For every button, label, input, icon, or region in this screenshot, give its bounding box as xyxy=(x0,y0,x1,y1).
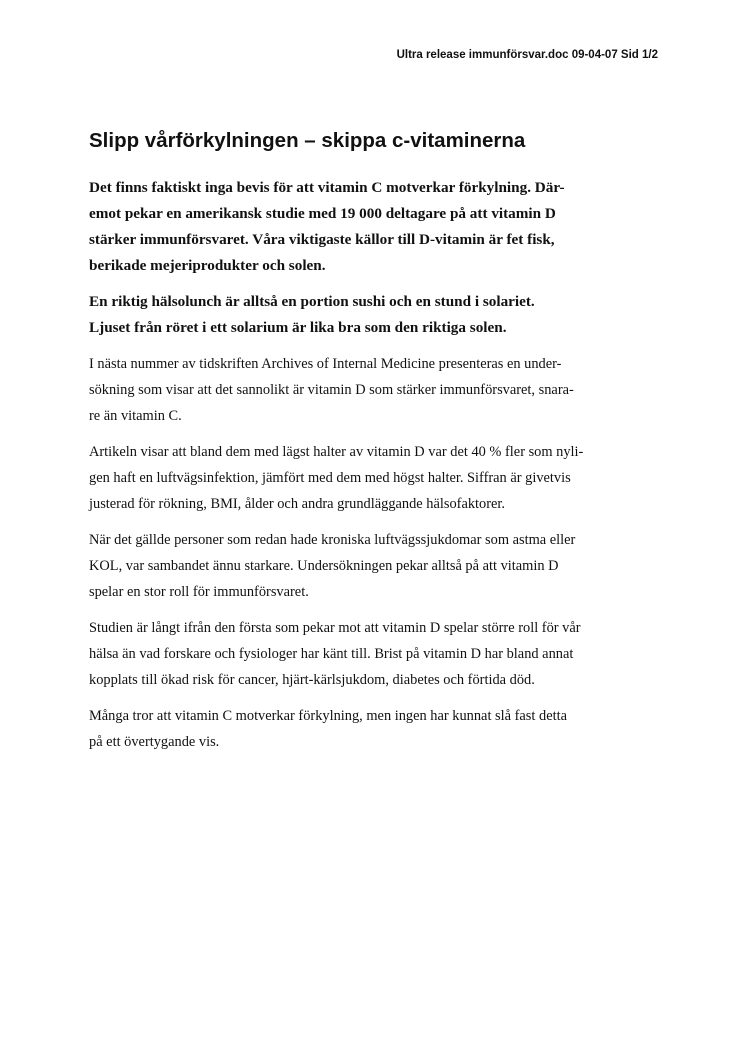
body-paragraph-1 xyxy=(89,351,661,429)
article-body xyxy=(89,128,661,765)
text-line: stärker immunförsvaret. Våra viktigaste källor till D-vitamin är fet fisk, xyxy=(89,231,555,248)
body-paragraph-4 xyxy=(89,615,661,693)
text-line: Studien är långt ifrån den första som pekar mot att vitamin D spelar större roll för vår xyxy=(89,620,581,636)
text-line: re än vitamin C. xyxy=(89,408,182,424)
text-line: Ljuset från röret i ett solarium är lika bra som den riktiga solen. xyxy=(89,319,507,336)
text-line: När det gällde personer som redan hade kroniska luftvägssjukdomar som astma eller xyxy=(89,532,576,548)
text-line: sökning som visar att det sannolikt är vitamin D som stärker immunförsvaret, snara- xyxy=(89,382,574,398)
text-line: justerad för rökning, BMI, ålder och andra grundläggande hälsofaktorer. xyxy=(89,496,505,512)
text-line: I nästa nummer av tidskriften Archives of Internal Medicine presenteras en under- xyxy=(89,356,562,372)
article-title: Slipp vårförkylningen – skippa c-vitaminerna xyxy=(89,129,526,152)
text-line: Det finns faktiskt inga bevis för att vitamin C motverkar förkylning. Där- xyxy=(89,179,565,196)
text-line: En riktig hälsolunch är alltså en portion sushi och en stund i solariet. xyxy=(89,293,535,310)
lead-paragraph-1 xyxy=(89,175,661,279)
body-paragraph-5 xyxy=(89,703,661,755)
text-line: spelar en stor roll för immunförsvaret. xyxy=(89,584,309,600)
lead-paragraph-2 xyxy=(89,289,661,341)
text-line: på ett övertygande vis. xyxy=(89,734,220,750)
text-line: KOL, var sambandet ännu starkare. Undersökningen pekar alltså på att vitamin D xyxy=(89,558,559,574)
body-paragraph-2 xyxy=(89,439,661,517)
body-paragraph-3 xyxy=(89,527,661,605)
document-header: Ultra release immunförsvar.doc 09-04-07 Sid 1/2 xyxy=(396,49,658,61)
text-line: emot pekar en amerikansk studie med 19 000 deltagare på att vitamin D xyxy=(89,205,556,222)
text-line: kopplats till ökad risk för cancer, hjärt-kärlsjukdom, diabetes och förtida död. xyxy=(89,672,535,688)
text-line: berikade mejeriprodukter och solen. xyxy=(89,257,326,274)
text-line: gen haft en luftvägsinfektion, jämfört med dem med högst halter. Siffran är givetvis xyxy=(89,470,571,486)
text-line: Många tror att vitamin C motverkar förkylning, men ingen har kunnat slå fast detta xyxy=(89,708,567,724)
text-line: hälsa än vad forskare och fysiologer har känt till. Brist på vitamin D har bland annat xyxy=(89,646,574,662)
text-line: Artikeln visar att bland dem med lägst halter av vitamin D var det 40 % fler som nyli- xyxy=(89,444,584,460)
